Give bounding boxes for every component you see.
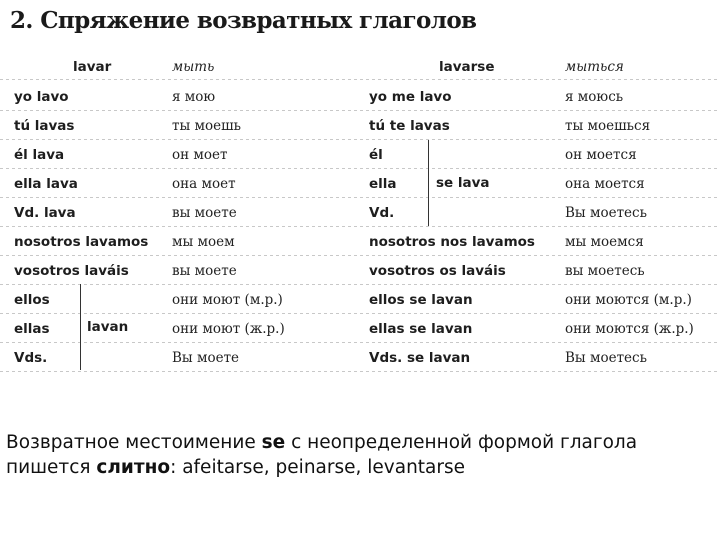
cell-sp2: nosotros nos lavamos <box>369 234 535 250</box>
note-bold-word: слитно <box>96 457 171 478</box>
header-mytsya: мыться <box>565 59 624 75</box>
cell-sp2: tú te lavas <box>369 118 450 134</box>
cell-sp2: ellas se lavan <box>369 321 473 337</box>
cell-sp2: yo me lavo <box>369 89 452 105</box>
bracket-line-right <box>428 140 429 226</box>
note-text-2: с неопределенной формой глагола пишется <box>6 432 638 478</box>
bracket-line-left <box>80 284 81 370</box>
cell-sp2: ella <box>369 176 397 192</box>
conjugation-table <box>0 54 720 372</box>
header-lavar: lavar <box>73 59 112 75</box>
cell-sp2: él <box>369 147 383 163</box>
row-divider <box>0 226 718 227</box>
cell-ru1: ты моешь <box>172 118 242 134</box>
row-divider <box>0 168 718 169</box>
cell-ru2: она моется <box>565 176 645 192</box>
cell-ru1: она моет <box>172 176 236 192</box>
cell-ru2: Вы моетесь <box>565 350 647 366</box>
cell-ru2: они моются (ж.р.) <box>565 321 694 337</box>
note-text-1: Возвратное местоимение <box>6 432 262 453</box>
cell-ru2: вы моетесь <box>565 263 645 279</box>
cell-sp1: tú lavas <box>14 118 75 134</box>
cell-ru2: они моются (м.р.) <box>565 292 692 308</box>
cell-ru1: Вы моете <box>172 350 240 366</box>
cell-ru2: я моюсь <box>565 89 624 105</box>
cell-sp1: vosotros laváis <box>14 263 129 279</box>
cell-ru1: они моют (ж.р.) <box>172 321 285 337</box>
cell-ru2: ты моешься <box>565 118 651 134</box>
cell-sp2: Vds. se lavan <box>369 350 471 366</box>
cell-sp1: Vds. <box>14 350 48 366</box>
header-lavarse: lavarse <box>439 59 495 75</box>
row-divider <box>0 342 718 343</box>
cell-sp1: yo lavo <box>14 89 69 105</box>
cell-sp1: ella lava <box>14 176 78 192</box>
cell-sp2: vosotros os laváis <box>369 263 506 279</box>
cell-sp2: Vd. <box>369 205 395 221</box>
cell-ru1: я мою <box>172 89 216 105</box>
shared-se-lava: se lava <box>436 175 490 191</box>
header-myt: мыть <box>172 59 215 75</box>
row-divider <box>0 110 718 111</box>
cell-sp1: nosotros lavamos <box>14 234 149 250</box>
cell-sp1: ellos <box>14 292 50 308</box>
row-divider <box>0 197 718 198</box>
cell-ru1: он моет <box>172 147 228 163</box>
shared-lavan: lavan <box>87 319 129 335</box>
cell-ru1: они моют (м.р.) <box>172 292 283 308</box>
note-paragraph <box>6 430 716 480</box>
row-divider <box>0 139 718 140</box>
cell-ru2: он моется <box>565 147 637 163</box>
cell-sp2: ellos se lavan <box>369 292 473 308</box>
cell-sp1: Vd. lava <box>14 205 76 221</box>
row-divider <box>0 371 718 372</box>
cell-ru2: Вы моетесь <box>565 205 647 221</box>
note-se: se <box>261 432 286 453</box>
cell-ru1: мы моем <box>172 234 235 250</box>
row-divider <box>0 255 718 256</box>
cell-ru2: мы моемся <box>565 234 644 250</box>
row-divider <box>0 284 718 285</box>
cell-ru1: вы моете <box>172 205 237 221</box>
row-divider <box>0 313 718 314</box>
cell-ru1: вы моете <box>172 263 237 279</box>
cell-sp1: él lava <box>14 147 65 163</box>
page-title: 2. Спряжение возвратных глаголов <box>10 7 477 34</box>
note-examples: : afeitarse, peinarse, levantarse <box>170 457 466 478</box>
cell-sp1: ellas <box>14 321 50 337</box>
